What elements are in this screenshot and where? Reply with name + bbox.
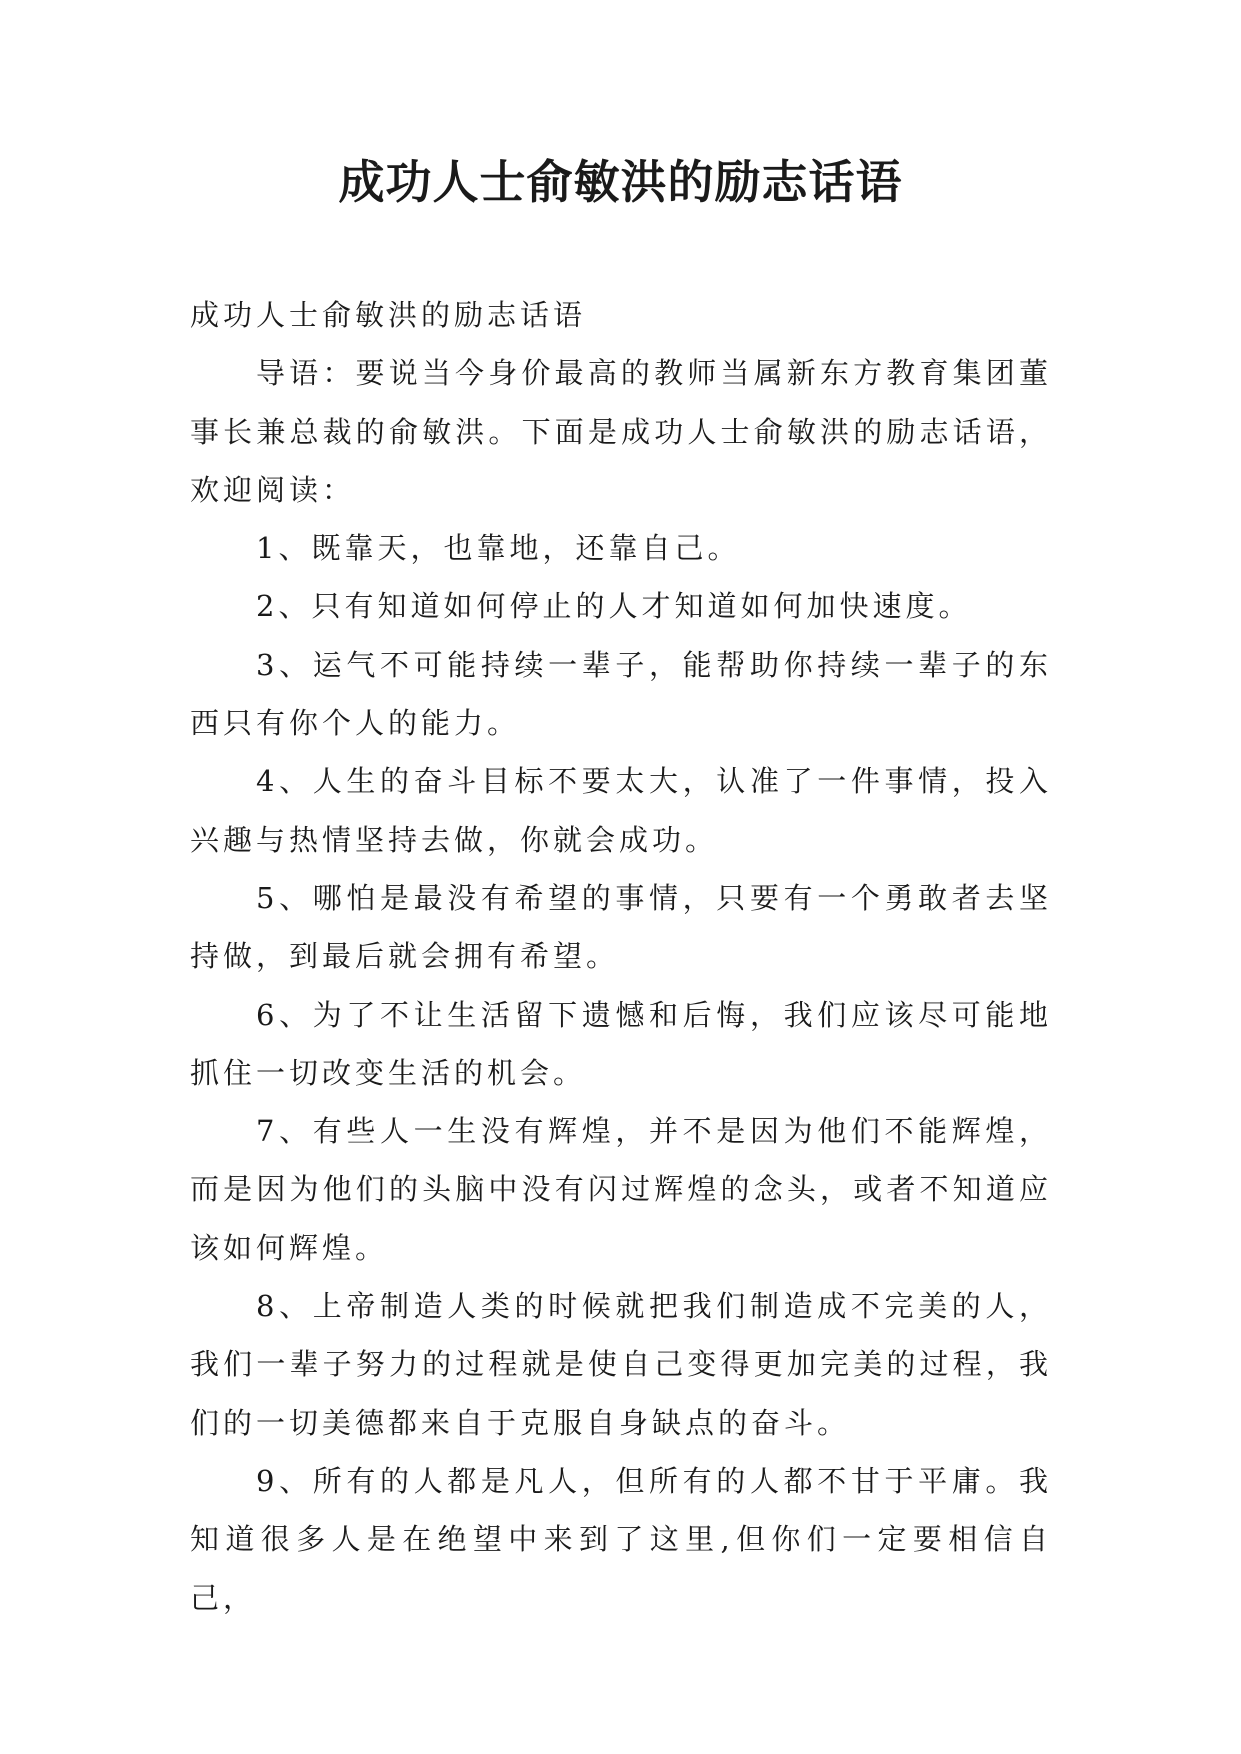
quote-paragraph: 2、只有知道如何停止的人才知道如何加快速度。 [256,589,972,624]
quote-paragraph: 6、为了不让生活留下遗憾和后悔，我们应该尽可能地抓住一切改变生活的机会。 [190,997,1052,1090]
document-body [190,286,1052,1627]
quote-paragraph: 5、哪怕是最没有希望的事情，只要有一个勇敢者去坚持做，到最后就会拥有希望。 [190,880,1052,974]
quote-paragraph: 7、有些人一生没有辉煌，并不是因为他们不能辉煌，而是因为他们的头脑中没有闪过辉煌的念头，或者不知道应该如何辉煌。 [190,1114,1052,1265]
intro-paragraph: 导语：要说当今身价最高的教师当属新东方教育集团董事长兼总裁的俞敏洪。下面是成功人士俞敏洪的励志话语，欢迎阅读： [190,356,1052,507]
document-subtitle: 成功人士俞敏洪的励志话语 [190,298,587,332]
quote-paragraph: 1、既靠天，也靠地，还靠自己。 [256,531,741,566]
quote-paragraph: 8、上帝制造人类的时候就把我们制造成不完美的人，我们一辈子努力的过程就是使自己变得更加完美的过程，我们的一切美德都来自于克服自身缺点的奋斗。 [190,1289,1052,1440]
quote-paragraph: 9、所有的人都是凡人，但所有的人都不甘于平庸。我知道很多人是在绝望中来到了这里,但你们一定要相信自己， [190,1463,1052,1615]
document-title: 成功人士俞敏洪的励志话语 [338,155,903,209]
quote-paragraph: 4、人生的奋斗目标不要太大，认准了一件事情，投入兴趣与热情坚持去做，你就会成功。 [190,764,1052,857]
quote-paragraph: 3、运气不可能持续一辈子，能帮助你持续一辈子的东西只有你个人的能力。 [190,647,1052,741]
